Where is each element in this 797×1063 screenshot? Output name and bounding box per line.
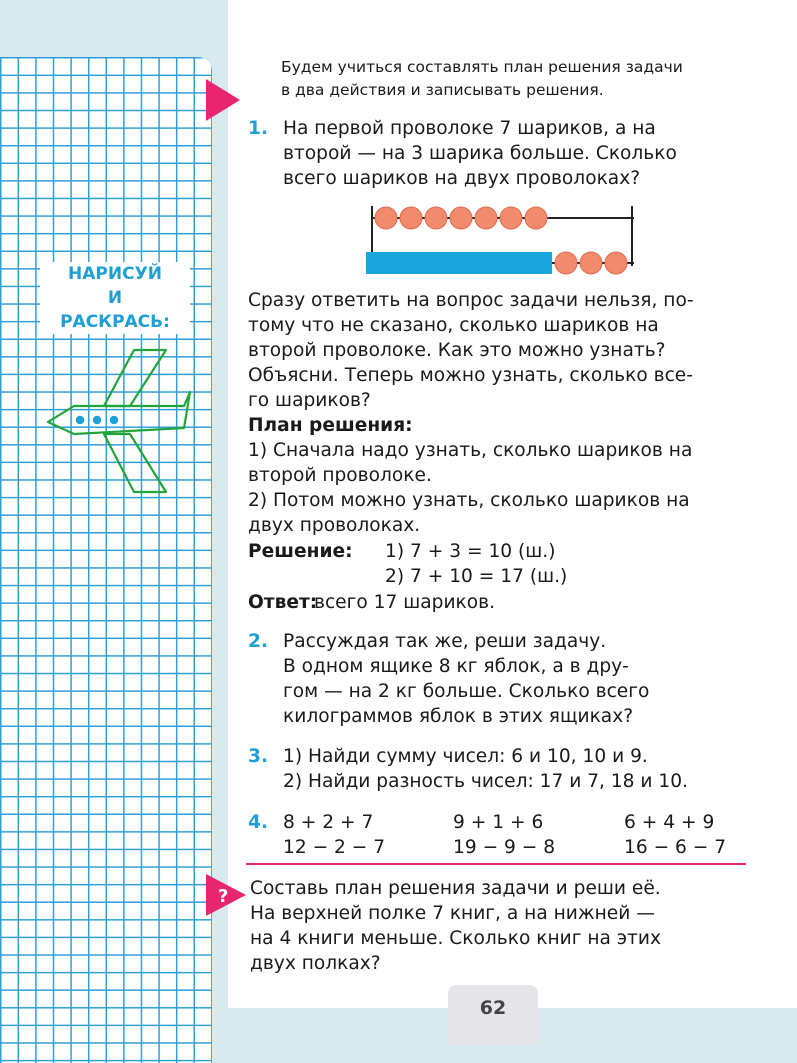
sidebar-label-line: НАРИСУЙ xyxy=(68,264,162,284)
answer-text: всего 17 шариков. xyxy=(314,592,496,613)
task-number: 2. xyxy=(248,631,269,652)
task-number: 3. xyxy=(248,746,269,767)
bonus-text: Составь план решения задачи и реши её. xyxy=(250,878,661,899)
page-number: 62 xyxy=(448,985,538,1045)
section-divider xyxy=(246,863,746,865)
grid-panel xyxy=(0,57,212,1063)
explanation-line: го шариков? xyxy=(248,390,371,411)
expression: 8 + 2 + 7 xyxy=(283,812,374,833)
bonus-text: двух полках? xyxy=(250,953,381,974)
explanation-line: тому что не сказано, сколько шариков на xyxy=(248,315,659,336)
explanation-line: Сразу ответить на вопрос задачи нельзя, по- xyxy=(248,290,694,311)
bead xyxy=(375,207,397,229)
expression: 16 − 6 − 7 xyxy=(624,837,727,858)
plan-line: двух проволоках. xyxy=(248,515,421,536)
intro-line: в два действия и записывать решения. xyxy=(281,81,604,99)
plan-line: второй проволоке. xyxy=(248,465,432,486)
expression: 9 + 1 + 6 xyxy=(453,812,544,833)
plan-title: План решения: xyxy=(248,415,413,436)
bead xyxy=(555,252,577,274)
bead xyxy=(425,207,447,229)
task-text: килограммов яблок в этих ящиках? xyxy=(283,706,634,727)
solution-label: Решение: xyxy=(248,541,353,562)
task-text: второй — на 3 шарика больше. Сколько xyxy=(283,143,677,164)
plan-line: 2) Потом можно узнать, сколько шариков на xyxy=(248,490,690,511)
explanation-line: второй проволоке. Как это можно узнать? xyxy=(248,340,666,361)
task-text: Рассуждая так же, реши задачу. xyxy=(283,631,607,652)
sidebar-label xyxy=(40,262,190,334)
airplane-drawing xyxy=(44,346,194,496)
bead xyxy=(500,207,522,229)
sidebar-label-line: РАСКРАСЬ: xyxy=(60,312,170,332)
task-number: 4. xyxy=(248,812,269,833)
intro-line: Будем учиться составлять план решения задачи xyxy=(281,58,683,76)
task-text: В одном ящике 8 кг яблок, а в дру- xyxy=(283,656,629,677)
task-text: гом — на 2 кг больше. Сколько всего xyxy=(283,681,650,702)
bead xyxy=(605,252,627,274)
section-arrow-icon xyxy=(206,79,240,121)
plan-line: 1) Сначала надо узнать, сколько шариков на xyxy=(248,440,693,461)
solution-step: 1) 7 + 3 = 10 (ш.) xyxy=(385,541,556,562)
question-mark-icon xyxy=(206,874,246,916)
task-number: 1. xyxy=(248,118,269,139)
task-text: На первой проволоке 7 шариков, а на xyxy=(283,118,656,139)
bead-diagram xyxy=(362,204,638,280)
sidebar-label-line: И xyxy=(107,288,123,308)
bead xyxy=(400,207,422,229)
expression: 6 + 4 + 9 xyxy=(624,812,715,833)
svg-text:?: ? xyxy=(218,886,229,907)
answer-label: Ответ: xyxy=(248,592,318,613)
task-text: 2) Найди разность чисел: 17 и 7, 18 и 10. xyxy=(283,771,688,792)
bead xyxy=(475,207,497,229)
task-text: 1) Найди сумму чисел: 6 и 10, 10 и 9. xyxy=(283,746,648,767)
bonus-text: на 4 книги меньше. Сколько книг на этих xyxy=(250,928,661,949)
bead xyxy=(580,252,602,274)
bead xyxy=(525,207,547,229)
bonus-text: На верхней полке 7 книг, а на нижней — xyxy=(250,903,655,924)
bead xyxy=(450,207,472,229)
expression: 12 − 2 − 7 xyxy=(283,837,386,858)
task-text: всего шариков на двух проволоках? xyxy=(283,168,641,189)
explanation-line: Объясни. Теперь можно узнать, сколько все- xyxy=(248,365,693,386)
expression: 19 − 9 − 8 xyxy=(453,837,556,858)
solution-step: 2) 7 + 10 = 17 (ш.) xyxy=(385,566,568,587)
